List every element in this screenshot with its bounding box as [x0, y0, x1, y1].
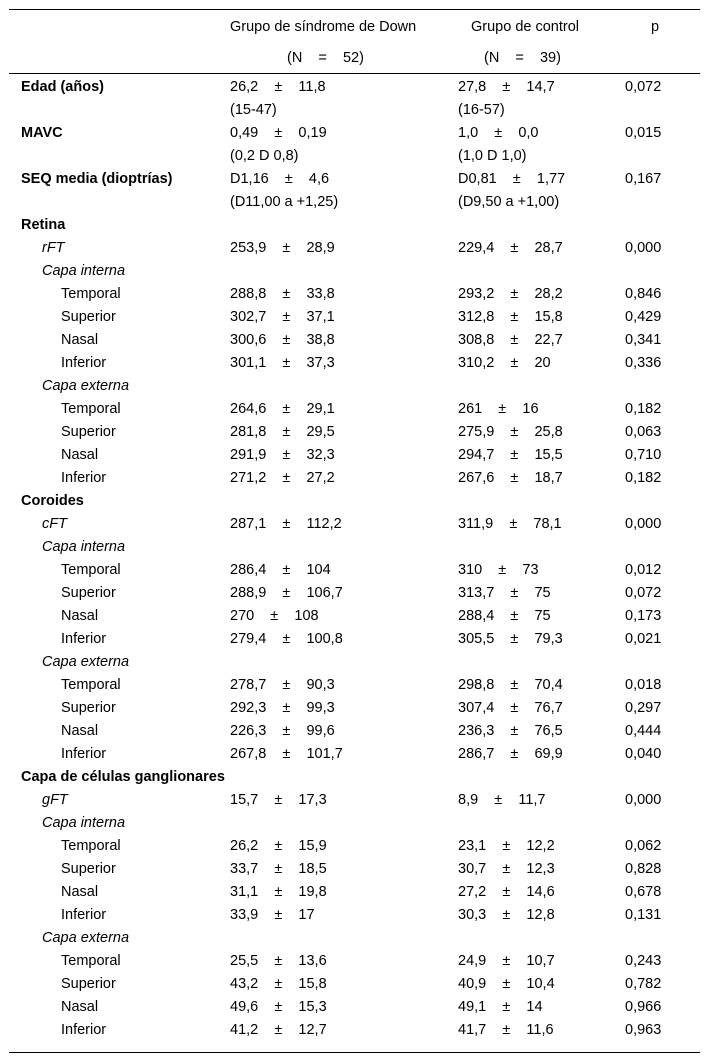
- down-group-value: 0,49 ± 0,19: [230, 125, 327, 141]
- control-group-value: 275,9 ± 25,8: [458, 424, 563, 440]
- down-group-value: 226,3 ± 99,6: [230, 723, 335, 739]
- row-label: Temporal: [61, 286, 121, 302]
- down-group-value: 292,3 ± 99,3: [230, 700, 335, 716]
- down-group-value: 301,1 ± 37,3: [230, 355, 335, 371]
- down-group-value: 267,8 ± 101,7: [230, 746, 343, 762]
- row-label: Inferior: [61, 355, 107, 371]
- p-value: 0,341: [625, 332, 662, 348]
- p-value: 0,678: [625, 884, 662, 900]
- row-label: Capa externa: [42, 654, 130, 670]
- down-group-value: 291,9 ± 32,3: [230, 447, 335, 463]
- down-group-value: 288,9 ± 106,7: [230, 585, 343, 601]
- row-label: Capa de células ganglionares: [21, 769, 225, 785]
- control-group-value: 293,2 ± 28,2: [458, 286, 563, 302]
- p-value: 0,000: [625, 240, 662, 256]
- p-value: 0,243: [625, 953, 662, 969]
- p-value: 0,063: [625, 424, 662, 440]
- table-row: [9, 306, 700, 329]
- down-group-value: 281,8 ± 29,5: [230, 424, 335, 440]
- control-group-value: 294,7 ± 15,5: [458, 447, 563, 463]
- control-group-value: 310,2 ± 20: [458, 355, 551, 371]
- table-top-rule: [9, 9, 700, 10]
- table-row: [9, 398, 700, 421]
- p-value: 0,782: [625, 976, 662, 992]
- control-group-range: (D9,50 a +1,00): [458, 194, 560, 210]
- control-group-value: 307,4 ± 76,7: [458, 700, 563, 716]
- p-value: 0,710: [625, 447, 662, 463]
- table-row: [9, 214, 700, 237]
- row-label: Retina: [21, 217, 66, 233]
- control-group-value: 8,9 ± 11,7: [458, 792, 546, 808]
- control-group-value: 286,7 ± 69,9: [458, 746, 563, 762]
- table-row: [9, 720, 700, 743]
- down-group-value: 26,2 ± 11,8: [230, 79, 326, 95]
- p-value: 0,297: [625, 700, 662, 716]
- row-label: Superior: [61, 585, 116, 601]
- row-label: Temporal: [61, 562, 121, 578]
- table-row: [9, 651, 700, 674]
- control-group-value: 313,7 ± 75: [458, 585, 551, 601]
- row-label: Superior: [61, 700, 116, 716]
- p-title: p: [651, 19, 660, 35]
- row-label: Temporal: [61, 677, 121, 693]
- row-label: Superior: [61, 976, 116, 992]
- down-group-value: 271,2 ± 27,2: [230, 470, 335, 486]
- p-value: 0,429: [625, 309, 662, 325]
- table-row: [9, 904, 700, 927]
- row-label: Inferior: [61, 746, 107, 762]
- p-value: 0,072: [625, 585, 662, 601]
- control-group-value: 27,8 ± 14,7: [458, 79, 555, 95]
- table-row: [9, 766, 700, 789]
- control-group-value: 308,8 ± 22,7: [458, 332, 563, 348]
- row-label: Edad (años): [21, 79, 104, 95]
- p-value: 0,131: [625, 907, 662, 923]
- table-row: [9, 375, 700, 398]
- row-label: Capa interna: [42, 539, 126, 555]
- row-label: Nasal: [61, 608, 99, 624]
- control-group-value: 23,1 ± 12,2: [458, 838, 555, 854]
- group2-n: (N = 39): [484, 50, 561, 66]
- row-label: Nasal: [61, 723, 99, 739]
- row-label: Nasal: [61, 884, 99, 900]
- table-row: [9, 858, 700, 881]
- table-row: [9, 490, 700, 513]
- down-group-value: 49,6 ± 15,3: [230, 999, 327, 1015]
- control-group-value: D0,81 ± 1,77: [458, 171, 566, 187]
- table-row: [9, 697, 700, 720]
- row-label: Capa interna: [42, 263, 126, 279]
- table-row: [9, 835, 700, 858]
- control-group-value: 298,8 ± 70,4: [458, 677, 563, 693]
- control-group-value: 311,9 ± 78,1: [458, 516, 562, 532]
- row-label: Superior: [61, 424, 116, 440]
- table-row: [9, 582, 700, 605]
- table-row: [9, 789, 700, 812]
- p-value: 0,021: [625, 631, 662, 647]
- row-label: Inferior: [61, 631, 107, 647]
- table-row: [9, 950, 700, 973]
- down-group-value: 279,4 ± 100,8: [230, 631, 343, 647]
- control-group-value: 27,2 ± 14,6: [458, 884, 555, 900]
- table-row: [9, 260, 700, 283]
- table-row: [9, 513, 700, 536]
- control-group-value: 305,5 ± 79,3: [458, 631, 563, 647]
- p-value: 0,040: [625, 746, 662, 762]
- table-row: [9, 536, 700, 559]
- row-label: Temporal: [61, 953, 121, 969]
- down-group-range: (15-47): [230, 102, 277, 118]
- row-label: Capa externa: [42, 930, 130, 946]
- p-value: 0,963: [625, 1022, 662, 1038]
- down-group-value: 26,2 ± 15,9: [230, 838, 327, 854]
- down-group-range: (D11,00 a +1,25): [230, 194, 339, 210]
- table-row: [9, 605, 700, 628]
- row-label: Temporal: [61, 401, 121, 417]
- down-group-value: 33,9 ± 17: [230, 907, 315, 923]
- row-label: cFT: [42, 516, 67, 532]
- down-group-range: (0,2 D 0,8): [230, 148, 299, 164]
- down-group-value: 302,7 ± 37,1: [230, 309, 335, 325]
- p-value: 0,167: [625, 171, 662, 187]
- table-row: [9, 283, 700, 306]
- group1-n: (N = 52): [287, 50, 364, 66]
- row-label: Superior: [61, 861, 116, 877]
- table-row: [9, 812, 700, 835]
- table-row: [9, 628, 700, 651]
- p-value: 0,062: [625, 838, 662, 854]
- p-value: 0,173: [625, 608, 662, 624]
- control-group-value: 24,9 ± 10,7: [458, 953, 555, 969]
- table-row: [9, 559, 700, 582]
- table-row: [9, 329, 700, 352]
- p-value: 0,000: [625, 516, 662, 532]
- p-value: 0,000: [625, 792, 662, 808]
- row-label: Nasal: [61, 332, 99, 348]
- table-bottom-rule: [9, 1052, 700, 1053]
- control-group-value: 288,4 ± 75: [458, 608, 551, 624]
- control-group-value: 236,3 ± 76,5: [458, 723, 563, 739]
- down-group-value: 288,8 ± 33,8: [230, 286, 335, 302]
- p-value: 0,015: [625, 125, 662, 141]
- table-row: [9, 352, 700, 375]
- table-row: [9, 76, 700, 122]
- table-row: [9, 674, 700, 697]
- table-row: [9, 122, 700, 168]
- down-group-value: 278,7 ± 90,3: [230, 677, 335, 693]
- table-header-rule: [9, 73, 700, 74]
- row-label: Temporal: [61, 838, 121, 854]
- table-row: [9, 168, 700, 214]
- down-group-value: 33,7 ± 18,5: [230, 861, 327, 877]
- table-row: [9, 973, 700, 996]
- down-group-value: 25,5 ± 13,6: [230, 953, 327, 969]
- p-value: 0,846: [625, 286, 662, 302]
- down-group-value: 43,2 ± 15,8: [230, 976, 327, 992]
- row-label: Superior: [61, 309, 116, 325]
- table-row: [9, 444, 700, 467]
- down-group-value: 270 ± 108: [230, 608, 319, 624]
- table-row: [9, 927, 700, 950]
- p-value: 0,444: [625, 723, 662, 739]
- row-label: Coroides: [21, 493, 84, 509]
- down-group-value: 41,2 ± 12,7: [230, 1022, 327, 1038]
- p-value: 0,182: [625, 401, 662, 417]
- table-row: [9, 743, 700, 766]
- group2-title: Grupo de control: [471, 19, 580, 35]
- control-group-value: 312,8 ± 15,8: [458, 309, 563, 325]
- control-group-value: 310 ± 73: [458, 562, 539, 578]
- control-group-range: (1,0 D 1,0): [458, 148, 527, 164]
- row-label: MAVC: [21, 125, 63, 141]
- down-group-value: 31,1 ± 19,8: [230, 884, 327, 900]
- p-value: 0,012: [625, 562, 662, 578]
- row-label: Capa externa: [42, 378, 130, 394]
- control-group-value: 30,3 ± 12,8: [458, 907, 555, 923]
- control-group-value: 261 ± 16: [458, 401, 539, 417]
- table-row: [9, 1019, 700, 1042]
- down-group-value: 286,4 ± 104: [230, 562, 331, 578]
- table-row: [9, 237, 700, 260]
- table-row: [9, 996, 700, 1019]
- down-group-value: 253,9 ± 28,9: [230, 240, 335, 256]
- p-value: 0,072: [625, 79, 662, 95]
- row-label: gFT: [42, 792, 68, 808]
- p-value: 0,966: [625, 999, 662, 1015]
- control-group-value: 1,0 ± 0,0: [458, 125, 539, 141]
- control-group-value: 40,9 ± 10,4: [458, 976, 555, 992]
- control-group-value: 41,7 ± 11,6: [458, 1022, 554, 1038]
- control-group-value: 267,6 ± 18,7: [458, 470, 563, 486]
- control-group-value: 49,1 ± 14: [458, 999, 543, 1015]
- down-group-value: 300,6 ± 38,8: [230, 332, 335, 348]
- table-row: [9, 881, 700, 904]
- group1-title: Grupo de síndrome de Down: [230, 19, 417, 35]
- down-group-value: 264,6 ± 29,1: [230, 401, 335, 417]
- row-label: Inferior: [61, 907, 107, 923]
- row-label: SEQ media (dioptrías): [21, 171, 173, 187]
- row-label: Nasal: [61, 447, 99, 463]
- table-row: [9, 421, 700, 444]
- control-group-value: 30,7 ± 12,3: [458, 861, 555, 877]
- down-group-value: 15,7 ± 17,3: [230, 792, 327, 808]
- row-label: Nasal: [61, 999, 99, 1015]
- down-group-value: 287,1 ± 112,2: [230, 516, 342, 532]
- row-label: rFT: [42, 240, 65, 256]
- row-label: Capa interna: [42, 815, 126, 831]
- table-row: [9, 467, 700, 490]
- p-value: 0,828: [625, 861, 662, 877]
- row-label: Inferior: [61, 1022, 107, 1038]
- control-group-value: 229,4 ± 28,7: [458, 240, 563, 256]
- control-group-range: (16-57): [458, 102, 505, 118]
- p-value: 0,336: [625, 355, 662, 371]
- p-value: 0,018: [625, 677, 662, 693]
- down-group-value: D1,16 ± 4,6: [230, 171, 330, 187]
- row-label: Inferior: [61, 470, 107, 486]
- p-value: 0,182: [625, 470, 662, 486]
